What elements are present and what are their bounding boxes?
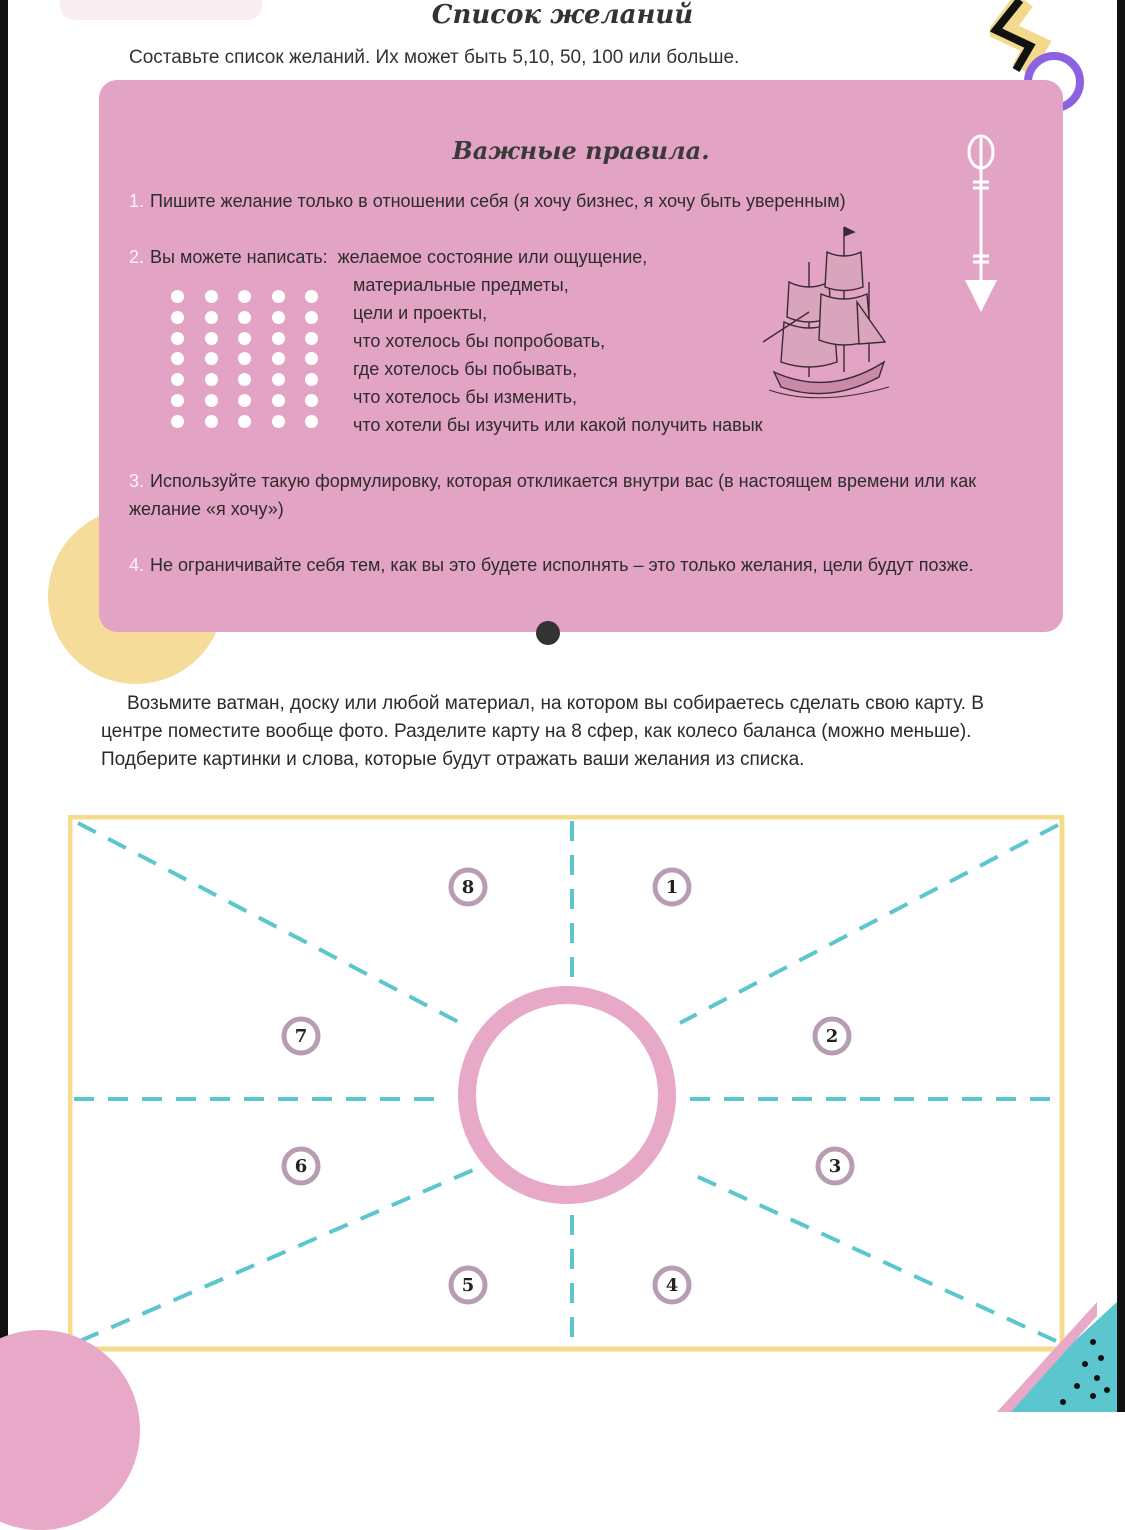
dot [171, 394, 184, 407]
arrow-down-icon [959, 132, 1003, 322]
sector-badge-4 [655, 1268, 689, 1302]
list-item: где хотелось бы побывать, [353, 359, 578, 379]
dot [205, 394, 218, 407]
dot [205, 352, 218, 365]
dot [238, 311, 251, 324]
sector-badge-8 [451, 870, 485, 904]
sector-badge-1 [655, 870, 689, 904]
sector-number: 2 [825, 1026, 839, 1047]
dot [272, 373, 285, 386]
sector-badge-5 [451, 1268, 485, 1302]
dot [272, 311, 285, 324]
sector-number: 8 [461, 877, 475, 898]
rule-2-list [353, 271, 763, 439]
dot [238, 332, 251, 345]
dot [272, 290, 285, 303]
rule-2 [129, 243, 647, 271]
dot [171, 290, 184, 303]
dot [238, 373, 251, 386]
wish-map-diagram [68, 815, 1066, 1355]
sector-number: 6 [294, 1156, 308, 1177]
rules-card [99, 80, 1063, 632]
dot [272, 352, 285, 365]
dot [205, 290, 218, 303]
intro-text: Составьте список желаний. Их может быть 5,10, 50, 100 или больше. [129, 47, 740, 68]
list-item: материальные предметы, [353, 275, 569, 295]
dot-grid-decoration [171, 290, 321, 430]
dot [205, 373, 218, 386]
list-item: что хотели бы изучить или какой получить навык [353, 415, 763, 435]
sector-number: 5 [461, 1275, 475, 1296]
dot [305, 332, 318, 345]
rules-title: Важные правила. [452, 136, 710, 165]
list-item: что хотелось бы изменить, [353, 387, 577, 407]
dot [205, 415, 218, 428]
dot [238, 415, 251, 428]
dot [305, 373, 318, 386]
black-dot-decoration [536, 621, 560, 645]
dot [171, 352, 184, 365]
dot [171, 311, 184, 324]
dot [171, 415, 184, 428]
rule-3-number: 3. [129, 471, 145, 491]
rule-3-text: Используйте такую формулировку, которая откликается внутри вас (в настоящем времени или как желание «я хочу») [129, 471, 977, 519]
dot [238, 352, 251, 365]
dot [305, 311, 318, 324]
dot [238, 394, 251, 407]
dot [272, 394, 285, 407]
rule-1-text: Пишите желание только в отношении себя (я хочу бизнес, я хочу быть уверенным) [150, 191, 846, 211]
sector-number: 3 [828, 1156, 842, 1177]
sector-badge-6 [284, 1149, 318, 1183]
dot [171, 332, 184, 345]
dot [305, 352, 318, 365]
sector-badge-3 [818, 1149, 852, 1183]
list-item: цели и проекты, [353, 303, 488, 323]
dot [272, 415, 285, 428]
page-edge-right [1117, 0, 1125, 1412]
corner-pattern-decoration-icon [997, 1302, 1117, 1412]
dot [205, 311, 218, 324]
map-frame [70, 817, 1062, 1349]
instructions-paragraph: Возьмите ватман, доску или любой материал, на котором вы собираетесь сделать свою карту. В центре поместите вообще фото. Разделите карту на 8 сфер, как колесо баланса (можно меньше). Подберите картинки и слова, которые будут отражать ваши желания из списка. [101, 693, 984, 770]
rule-4-text: Не ограничивайте себя тем, как вы это будете исполнять – это только желания, цели будут позже. [150, 555, 974, 575]
corner-pink-decoration [0, 1330, 140, 1530]
page-edge-left [0, 0, 8, 1412]
dot [305, 415, 318, 428]
rule-3 [129, 467, 1029, 523]
sector-number: 1 [665, 877, 679, 898]
dot [238, 290, 251, 303]
rule-1 [129, 187, 846, 215]
sector-number: 4 [665, 1275, 679, 1296]
rule-2-text: Вы можете написать: желаемое состояние или ощущение, [150, 247, 648, 267]
rule-1-number: 1. [129, 191, 145, 211]
dot [305, 290, 318, 303]
rule-4 [129, 551, 1029, 579]
sailing-ship-icon [759, 222, 899, 412]
dot [205, 332, 218, 345]
rule-4-number: 4. [129, 555, 145, 575]
rule-2-number: 2. [129, 247, 145, 267]
sector-badge-7 [284, 1019, 318, 1053]
sector-number: 7 [294, 1026, 308, 1047]
sector-badge-2 [815, 1019, 849, 1053]
page-title: Список желаний [431, 0, 694, 30]
dot [171, 373, 184, 386]
dot [305, 394, 318, 407]
dot [272, 332, 285, 345]
list-item: что хотелось бы попробовать, [353, 331, 606, 351]
